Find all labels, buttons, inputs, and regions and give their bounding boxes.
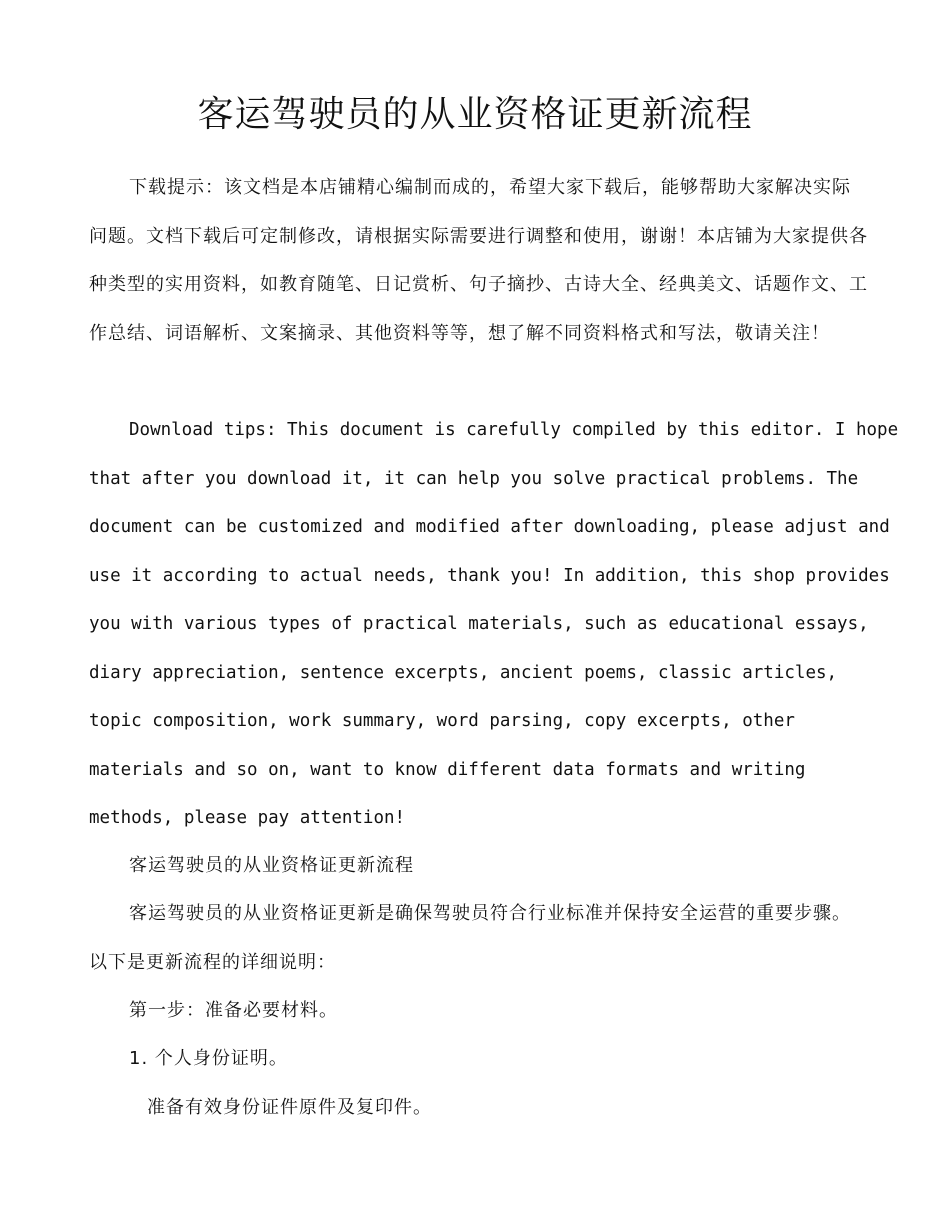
download-notice-english: Download tips: This document is carefully compiled by this editor. I hope that after you download it, it can help you solve practical problems. The document can be customized and modified after downloading, please adjust and use it according to actual needs, thank you! In addition, this shop provides you with various types of practical materials, such as educational essays, diary appreciation, sentence excerpts, ancient poems, classic articles, topic composition, work summary, word parsing, copy excerpts, other materials and so on, want to know different data formats and writing methods, please pay attention! [89,420,899,828]
step-one-heading: 第一步：准备必要材料。 [129,1000,338,1021]
list-item-identity: 1. 个人身份证明。 [129,1048,288,1069]
list-item-identity-detail: 准备有效身份证件原件及复印件。 [147,1097,432,1118]
section-subtitle: 客运驾驶员的从业资格证更新流程 [129,855,414,876]
intro-paragraph: 客运驾驶员的从业资格证更新是确保驾驶员符合行业标准并保持安全运营的重要步骤。以下是更新流程的详细说明： [89,903,851,973]
download-notice-chinese: 下载提示：该文档是本店铺精心编制而成的，希望大家下载后，能够帮助大家解决实际问题。文档下载后可定制修改，请根据实际需要进行调整和使用，谢谢！本店铺为大家提供各种类型的实用资料，如教育随笔、日记赏析、句子摘抄、古诗大全、经典美文、话题作文、工作总结、词语解析、文案摘录、其他资料等等，想了解不同资料格式和写法，敬请关注！ [89,177,868,344]
document-title: 客运驾驶员的从业资格证更新流程 [197,94,753,135]
